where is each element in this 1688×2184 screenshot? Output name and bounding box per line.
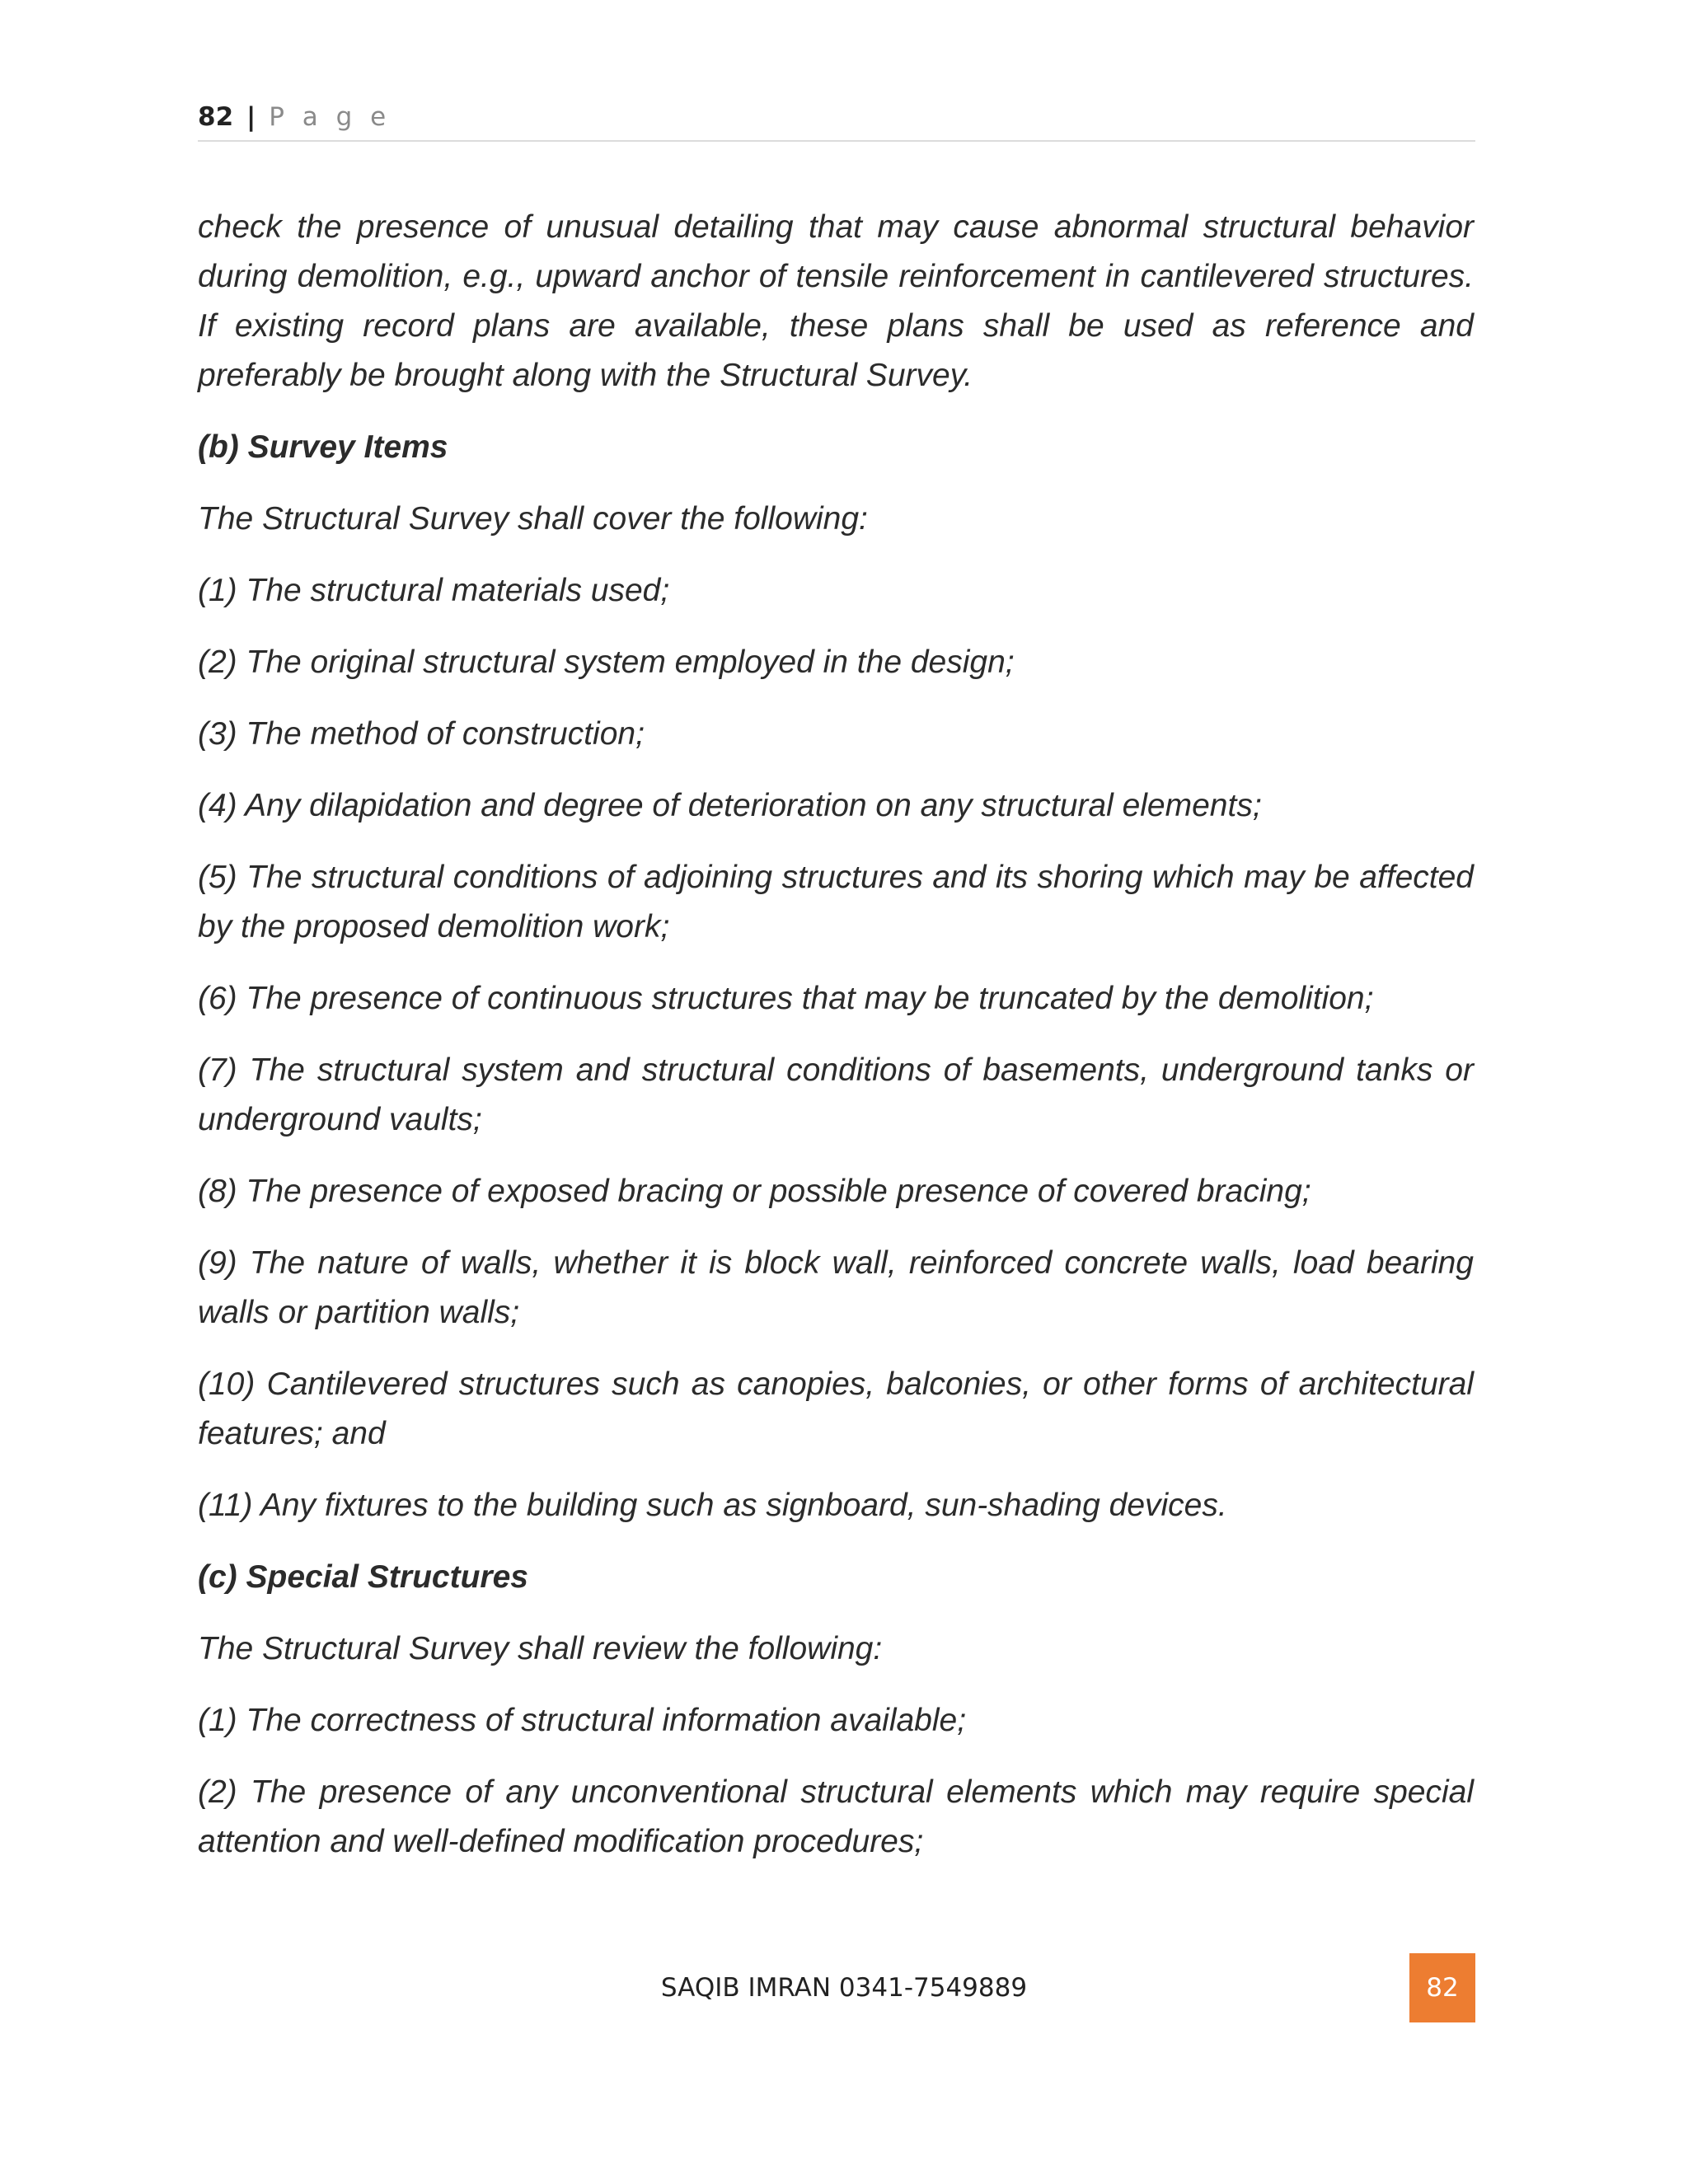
list-item: (1) The structural materials used; bbox=[198, 573, 670, 608]
list-item: (5) The structural conditions of adjoining structures and its shoring which may be affected by the proposed demolition work; bbox=[198, 860, 1474, 944]
footer-page-badge: 82 bbox=[1409, 1953, 1475, 2022]
list-item: (1) The correctness of structural information available; bbox=[198, 1703, 967, 1738]
list-item: (7) The structural system and structural conditions of basements, underground tanks or underground vaults; bbox=[198, 1052, 1474, 1137]
header-page-word: P a g e bbox=[269, 102, 392, 132]
list-item: (4) Any dilapidation and degree of deterioration on any structural elements; bbox=[198, 788, 1262, 823]
header-page-number: 82 bbox=[198, 102, 234, 132]
section-b-lead: The Structural Survey shall cover the following: bbox=[198, 501, 868, 537]
list-item: (2) The presence of any unconventional structural elements which may require special attention and well-defined modification procedures; bbox=[198, 1774, 1474, 1859]
section-c-lead: The Structural Survey shall review the following: bbox=[198, 1631, 883, 1666]
list-item: (3) The method of construction; bbox=[198, 716, 645, 752]
header-separator: | bbox=[246, 102, 256, 132]
page-header bbox=[198, 97, 1475, 142]
list-item: (10) Cantilevered structures such as canopies, balconies, or other forms of architectural features; and bbox=[198, 1366, 1474, 1451]
intro-paragraph: check the presence of unusual detailing that may cause abnormal structural behavior during demolition, e.g., upward anchor of tensile reinforcement in cantilevered structures. If existing record plans are available, these plans shall be used as reference and preferably be brought along with the Structural Survey. bbox=[198, 209, 1474, 393]
section-c-heading: (c) Special Structures bbox=[198, 1559, 528, 1595]
list-item: (6) The presence of continuous structures that may be truncated by the demolition; bbox=[198, 981, 1374, 1016]
page-body bbox=[198, 203, 1474, 1889]
footer-author-contact: SAQIB IMRAN 0341-7549889 bbox=[660, 1973, 1028, 2003]
list-item: (11) Any fixtures to the building such as signboard, sun-shading devices. bbox=[198, 1488, 1227, 1523]
list-item: (2) The original structural system employed in the design; bbox=[198, 644, 1015, 680]
section-b-heading: (b) Survey Items bbox=[198, 429, 448, 465]
list-item: (9) The nature of walls, whether it is block wall, reinforced concrete walls, load bearing walls or partition walls; bbox=[198, 1245, 1474, 1330]
list-item: (8) The presence of exposed bracing or possible presence of covered bracing; bbox=[198, 1174, 1311, 1209]
